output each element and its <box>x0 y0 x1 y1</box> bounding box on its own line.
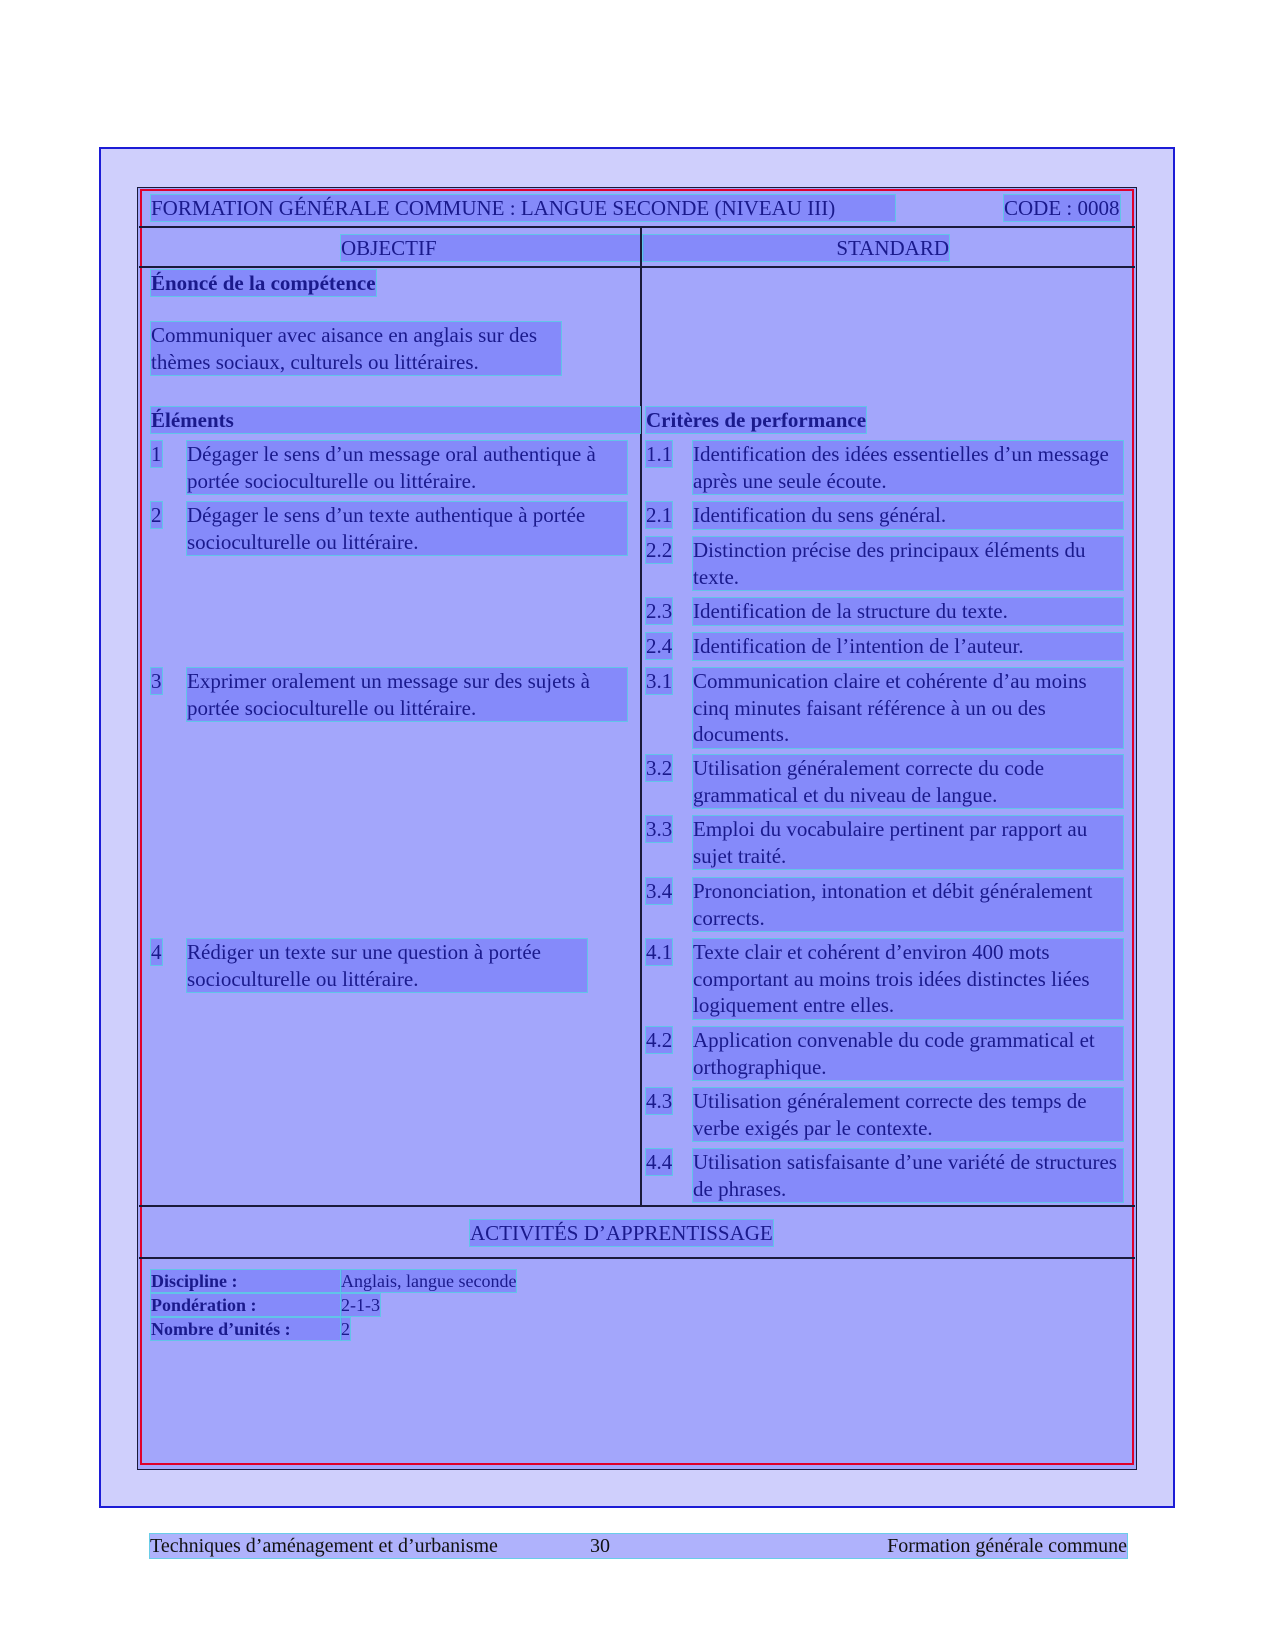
criterion-text: Identification du sens général. <box>693 502 1123 529</box>
activities-title: ACTIVITÉS D’APPRENTISSAGE <box>470 1221 773 1245</box>
units-value: 2 <box>341 1319 350 1339</box>
criterion-number: 4.2 <box>646 1028 673 1052</box>
criterion-text: Identification de l’intention de l’auteur. <box>693 633 1123 660</box>
divider <box>139 266 1135 268</box>
criterion-text: Utilisation satisfaisante d’une variété de structures de phrases. <box>693 1149 1123 1202</box>
criterion-text: Texte clair et cohérent d’environ 400 mots comportant au moins trois idées distinctes liées logiquement entre elles. <box>693 939 1123 1019</box>
criterion-text: Utilisation généralement correcte du code grammatical et du niveau de langue. <box>693 755 1123 808</box>
criterion-text: Communication claire et cohérente d’au moins cinq minutes faisant référence à un ou des documents. <box>693 668 1123 748</box>
element-text: Exprimer oralement un message sur des sujets à portée socioculturelle ou littéraire. <box>187 668 627 721</box>
criterion-number: 4.4 <box>646 1150 673 1174</box>
criterion-number: 2.1 <box>646 503 673 527</box>
criterion-text: Application convenable du code grammatical et orthographique. <box>693 1027 1123 1080</box>
criterion-number: 2.2 <box>646 538 673 562</box>
competence-text: Communiquer avec aisance en anglais sur des thèmes sociaux, culturels ou littéraires. <box>151 322 561 375</box>
units-label: Nombre d’unités : <box>151 1318 341 1340</box>
divider <box>139 1205 1135 1207</box>
element-text: Dégager le sens d’un message oral authentique à portée socioculturelle ou littéraire. <box>187 441 627 494</box>
criterion-number: 2.3 <box>646 599 673 623</box>
page-footer <box>150 1534 1127 1558</box>
criteria-label: Critères de performance <box>646 408 867 432</box>
criterion-number: 1.1 <box>646 442 673 466</box>
criterion-number: 3.4 <box>646 879 673 903</box>
page-number: 30 <box>590 1535 610 1557</box>
criterion-number: 3.2 <box>646 756 673 780</box>
discipline-value: Anglais, langue seconde <box>341 1271 517 1291</box>
divider <box>139 226 1135 228</box>
column-header-objectif: OBJECTIF <box>341 235 643 261</box>
criterion-text: Identification de la structure du texte. <box>693 598 1123 625</box>
criterion-number: 3.3 <box>646 817 673 841</box>
footer-program: Techniques d’aménagement et d’urbanisme <box>150 1535 498 1557</box>
divider <box>139 1257 1135 1259</box>
element-number: 1 <box>151 442 162 466</box>
elements-label: Éléments <box>151 407 640 433</box>
element-text: Dégager le sens d’un texte authentique à portée socioculturelle ou littéraire. <box>187 502 627 555</box>
course-code: CODE : 0008 <box>1004 196 1120 220</box>
element-number: 2 <box>151 503 162 527</box>
element-text: Rédiger un texte sur une question à portée socioculturelle ou littéraire. <box>187 939 587 992</box>
criterion-text: Identification des idées essentielles d’un message après une seule écoute. <box>693 441 1123 494</box>
column-header-standard: STANDARD <box>643 235 949 261</box>
table-title: FORMATION GÉNÉRALE COMMUNE : LANGUE SECONDE (NIVEAU III) <box>151 195 895 221</box>
footer-section: Formation générale commune <box>887 1535 1127 1557</box>
criterion-number: 2.4 <box>646 634 673 658</box>
criterion-text: Prononciation, intonation et débit généralement corrects. <box>693 878 1123 931</box>
column-divider <box>640 227 642 1206</box>
ponderation-label: Pondération : <box>151 1294 341 1316</box>
criterion-number: 4.1 <box>646 940 673 964</box>
element-number: 3 <box>151 669 162 693</box>
competence-label: Énoncé de la compétence <box>151 271 376 295</box>
discipline-label: Discipline : <box>151 1270 341 1292</box>
criterion-number: 3.1 <box>646 669 673 693</box>
ponderation-value: 2-1-3 <box>341 1295 380 1315</box>
criterion-text: Distinction précise des principaux éléments du texte. <box>693 537 1123 590</box>
criterion-text: Utilisation généralement correcte des temps de verbe exigés par le contexte. <box>693 1088 1123 1141</box>
element-number: 4 <box>151 940 162 964</box>
criterion-text: Emploi du vocabulaire pertinent par rapport au sujet traité. <box>693 816 1123 869</box>
criterion-number: 4.3 <box>646 1089 673 1113</box>
